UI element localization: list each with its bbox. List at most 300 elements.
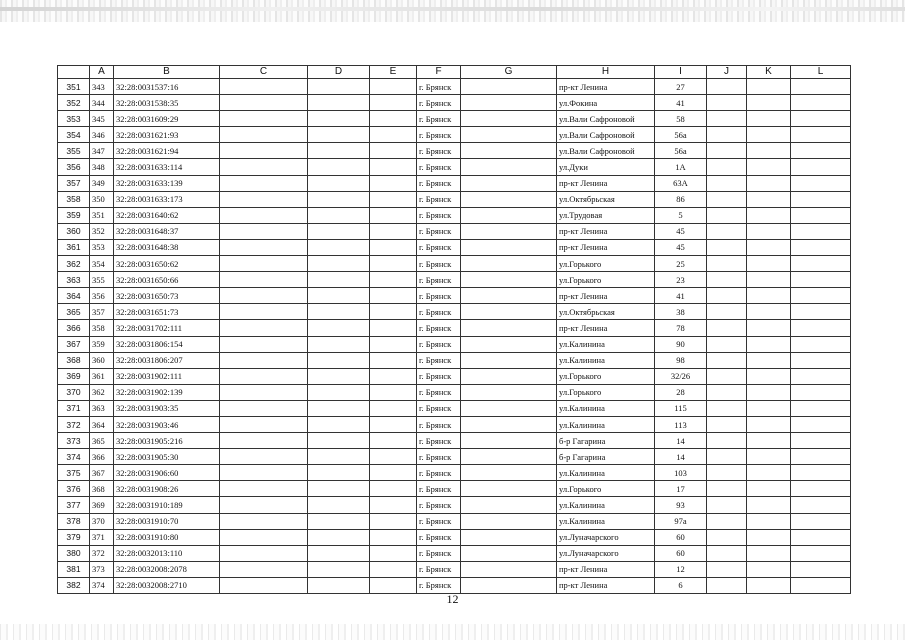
table-row xyxy=(58,256,851,272)
row-number: 375 xyxy=(58,465,90,481)
cell-empty xyxy=(747,127,791,143)
cell-empty xyxy=(791,239,851,255)
row-number: 372 xyxy=(58,416,90,432)
cell-cadastral-number: 32:28:0031902:111 xyxy=(114,368,220,384)
column-header xyxy=(58,66,90,79)
cell-street: пр-кт Ленина xyxy=(557,223,655,239)
cell-empty xyxy=(791,433,851,449)
table-row xyxy=(58,481,851,497)
cell-empty xyxy=(747,513,791,529)
cell-city: г. Брянск xyxy=(417,416,461,432)
cell-empty xyxy=(791,416,851,432)
cell-city: г. Брянск xyxy=(417,207,461,223)
cell-index: 355 xyxy=(90,272,114,288)
table-row xyxy=(58,143,851,159)
column-header: K xyxy=(747,66,791,79)
cell-empty xyxy=(707,304,747,320)
table-row xyxy=(58,400,851,416)
cell-empty xyxy=(707,416,747,432)
cell-cadastral-number: 32:28:0031910:189 xyxy=(114,497,220,513)
row-number: 370 xyxy=(58,384,90,400)
cell-empty xyxy=(220,416,308,432)
cell-street: ул.Горького xyxy=(557,481,655,497)
cell-empty xyxy=(461,336,557,352)
cell-street: ул.Калинина xyxy=(557,497,655,513)
cell-empty xyxy=(370,352,417,368)
cell-empty xyxy=(461,384,557,400)
cell-empty xyxy=(747,79,791,95)
cell-empty xyxy=(707,384,747,400)
cell-cadastral-number: 32:28:0031633:173 xyxy=(114,191,220,207)
cell-empty xyxy=(791,481,851,497)
cell-empty xyxy=(791,545,851,561)
cell-empty xyxy=(308,513,370,529)
cell-empty xyxy=(791,256,851,272)
row-number: 367 xyxy=(58,336,90,352)
cell-empty xyxy=(370,288,417,304)
cell-city: г. Брянск xyxy=(417,191,461,207)
cell-empty xyxy=(220,127,308,143)
cell-house-number: 63А xyxy=(655,175,707,191)
cell-empty xyxy=(308,175,370,191)
cell-empty xyxy=(791,304,851,320)
cell-empty xyxy=(220,352,308,368)
row-number: 368 xyxy=(58,352,90,368)
cell-house-number: 90 xyxy=(655,336,707,352)
cell-empty xyxy=(370,111,417,127)
cell-empty xyxy=(707,239,747,255)
table-row xyxy=(58,288,851,304)
cell-empty xyxy=(707,223,747,239)
cell-city: г. Брянск xyxy=(417,481,461,497)
cell-empty xyxy=(747,545,791,561)
cell-empty xyxy=(747,497,791,513)
cell-street: ул.Калинина xyxy=(557,465,655,481)
cell-empty xyxy=(707,561,747,577)
cell-empty xyxy=(707,545,747,561)
cell-empty xyxy=(461,545,557,561)
cell-empty xyxy=(747,561,791,577)
cell-street: ул.Трудовая xyxy=(557,207,655,223)
cell-empty xyxy=(370,95,417,111)
cell-house-number: 56а xyxy=(655,143,707,159)
cell-empty xyxy=(791,529,851,545)
cell-empty xyxy=(220,191,308,207)
cell-empty xyxy=(461,352,557,368)
cell-empty xyxy=(308,239,370,255)
cell-cadastral-number: 32:28:0031651:73 xyxy=(114,304,220,320)
cell-empty xyxy=(308,288,370,304)
cell-index: 371 xyxy=(90,529,114,545)
row-number: 363 xyxy=(58,272,90,288)
cell-empty xyxy=(308,256,370,272)
cell-cadastral-number: 32:28:0031910:80 xyxy=(114,529,220,545)
cell-empty xyxy=(791,384,851,400)
cell-index: 359 xyxy=(90,336,114,352)
cell-empty xyxy=(461,288,557,304)
cell-house-number: 56а xyxy=(655,127,707,143)
cell-house-number: 1А xyxy=(655,159,707,175)
cell-house-number: 103 xyxy=(655,465,707,481)
cell-empty xyxy=(747,304,791,320)
cell-cadastral-number: 32:28:0031648:37 xyxy=(114,223,220,239)
cell-empty xyxy=(747,465,791,481)
cell-empty xyxy=(747,95,791,111)
table-row xyxy=(58,127,851,143)
cell-street: ул.Калинина xyxy=(557,336,655,352)
cell-empty xyxy=(707,111,747,127)
cell-city: г. Брянск xyxy=(417,223,461,239)
column-header: H xyxy=(557,66,655,79)
cell-empty xyxy=(461,79,557,95)
row-number: 356 xyxy=(58,159,90,175)
cell-empty xyxy=(370,223,417,239)
row-number: 352 xyxy=(58,95,90,111)
cell-empty xyxy=(220,481,308,497)
cell-house-number: 14 xyxy=(655,433,707,449)
cell-empty xyxy=(308,529,370,545)
cell-city: г. Брянск xyxy=(417,465,461,481)
cell-empty xyxy=(791,207,851,223)
cell-empty xyxy=(370,336,417,352)
column-header: J xyxy=(707,66,747,79)
cell-index: 358 xyxy=(90,320,114,336)
table-body xyxy=(58,79,851,594)
row-number: 357 xyxy=(58,175,90,191)
cell-empty xyxy=(370,465,417,481)
cell-cadastral-number: 32:28:0031908:26 xyxy=(114,481,220,497)
cell-empty xyxy=(308,449,370,465)
cell-empty xyxy=(791,159,851,175)
cell-empty xyxy=(461,272,557,288)
row-number: 365 xyxy=(58,304,90,320)
cell-street: ул.Луначарского xyxy=(557,545,655,561)
row-number: 376 xyxy=(58,481,90,497)
cell-empty xyxy=(220,400,308,416)
cell-index: 346 xyxy=(90,127,114,143)
cell-house-number: 28 xyxy=(655,384,707,400)
cell-empty xyxy=(220,207,308,223)
table-row xyxy=(58,545,851,561)
cell-empty xyxy=(747,529,791,545)
cell-street: ул.Дуки xyxy=(557,159,655,175)
cell-house-number: 113 xyxy=(655,416,707,432)
cell-cadastral-number: 32:28:0031806:207 xyxy=(114,352,220,368)
cell-empty xyxy=(220,272,308,288)
cell-city: г. Брянск xyxy=(417,239,461,255)
cell-cadastral-number: 32:28:0031903:46 xyxy=(114,416,220,432)
cell-empty xyxy=(707,127,747,143)
cell-empty xyxy=(747,320,791,336)
row-number: 371 xyxy=(58,400,90,416)
cell-empty xyxy=(747,352,791,368)
cell-city: г. Брянск xyxy=(417,529,461,545)
cell-empty xyxy=(370,304,417,320)
cell-cadastral-number: 32:28:0031538:35 xyxy=(114,95,220,111)
cell-house-number: 5 xyxy=(655,207,707,223)
table-row xyxy=(58,207,851,223)
cell-empty xyxy=(220,465,308,481)
scan-edge-top xyxy=(0,0,905,22)
cell-empty xyxy=(308,95,370,111)
row-number: 366 xyxy=(58,320,90,336)
cell-empty xyxy=(707,159,747,175)
cell-cadastral-number: 32:28:0031910:70 xyxy=(114,513,220,529)
cell-empty xyxy=(791,449,851,465)
cell-empty xyxy=(370,127,417,143)
cell-empty xyxy=(747,207,791,223)
row-number: 360 xyxy=(58,223,90,239)
cell-empty xyxy=(791,143,851,159)
cell-empty xyxy=(461,433,557,449)
cell-street: пр-кт Ленина xyxy=(557,561,655,577)
cell-empty xyxy=(707,433,747,449)
cell-city: г. Брянск xyxy=(417,513,461,529)
cell-empty xyxy=(747,449,791,465)
cell-empty xyxy=(707,352,747,368)
table-row xyxy=(58,239,851,255)
table-row xyxy=(58,320,851,336)
cell-empty xyxy=(747,433,791,449)
cell-house-number: 38 xyxy=(655,304,707,320)
cell-empty xyxy=(220,384,308,400)
cell-index: 367 xyxy=(90,465,114,481)
cell-house-number: 97а xyxy=(655,513,707,529)
cell-empty xyxy=(370,400,417,416)
row-number: 381 xyxy=(58,561,90,577)
cell-empty xyxy=(747,416,791,432)
cell-empty xyxy=(370,384,417,400)
cell-street: ул.Калинина xyxy=(557,513,655,529)
cell-city: г. Брянск xyxy=(417,175,461,191)
row-number: 364 xyxy=(58,288,90,304)
row-number: 382 xyxy=(58,577,90,593)
table-row xyxy=(58,272,851,288)
cell-index: 354 xyxy=(90,256,114,272)
cell-index: 352 xyxy=(90,223,114,239)
cell-empty xyxy=(308,352,370,368)
cell-empty xyxy=(791,111,851,127)
cell-empty xyxy=(707,465,747,481)
table-row xyxy=(58,449,851,465)
table-row xyxy=(58,175,851,191)
cell-house-number: 60 xyxy=(655,545,707,561)
cell-empty xyxy=(461,481,557,497)
table-row xyxy=(58,416,851,432)
cell-city: г. Брянск xyxy=(417,143,461,159)
cell-empty xyxy=(220,529,308,545)
cell-empty xyxy=(791,79,851,95)
cell-empty xyxy=(461,207,557,223)
cell-empty xyxy=(747,223,791,239)
cell-empty xyxy=(308,223,370,239)
cell-empty xyxy=(308,79,370,95)
cell-empty xyxy=(791,561,851,577)
cell-empty xyxy=(747,288,791,304)
cell-empty xyxy=(461,127,557,143)
table-row xyxy=(58,561,851,577)
cell-empty xyxy=(220,256,308,272)
cell-empty xyxy=(707,288,747,304)
cell-street: ул.Калинина xyxy=(557,416,655,432)
cell-street: б-р Гагарина xyxy=(557,433,655,449)
cell-cadastral-number: 32:28:0031702:111 xyxy=(114,320,220,336)
cell-house-number: 12 xyxy=(655,561,707,577)
cell-empty xyxy=(747,384,791,400)
cell-empty xyxy=(707,79,747,95)
row-number: 362 xyxy=(58,256,90,272)
cell-empty xyxy=(791,336,851,352)
cell-city: г. Брянск xyxy=(417,384,461,400)
cell-empty xyxy=(308,545,370,561)
cell-city: г. Брянск xyxy=(417,433,461,449)
cell-city: г. Брянск xyxy=(417,400,461,416)
cell-street: пр-кт Ленина xyxy=(557,577,655,593)
cell-cadastral-number: 32:28:0032008:2078 xyxy=(114,561,220,577)
table-row xyxy=(58,95,851,111)
cell-empty xyxy=(707,191,747,207)
cell-index: 370 xyxy=(90,513,114,529)
cell-empty xyxy=(461,191,557,207)
cell-street: б-р Гагарина xyxy=(557,449,655,465)
cell-house-number: 45 xyxy=(655,223,707,239)
cell-empty xyxy=(308,143,370,159)
cell-empty xyxy=(461,497,557,513)
cell-empty xyxy=(791,352,851,368)
cell-house-number: 41 xyxy=(655,288,707,304)
cell-empty xyxy=(707,95,747,111)
cell-city: г. Брянск xyxy=(417,95,461,111)
cell-house-number: 98 xyxy=(655,352,707,368)
row-number: 374 xyxy=(58,449,90,465)
cell-empty xyxy=(308,400,370,416)
cell-empty xyxy=(791,368,851,384)
cell-cadastral-number: 32:28:0031633:139 xyxy=(114,175,220,191)
row-number: 351 xyxy=(58,79,90,95)
column-header: D xyxy=(308,66,370,79)
cell-house-number: 6 xyxy=(655,577,707,593)
cell-cadastral-number: 32:28:0031902:139 xyxy=(114,384,220,400)
column-header: C xyxy=(220,66,308,79)
column-header: F xyxy=(417,66,461,79)
cell-empty xyxy=(220,545,308,561)
cell-street: пр-кт Ленина xyxy=(557,175,655,191)
cell-empty xyxy=(707,175,747,191)
cell-empty xyxy=(220,95,308,111)
cell-cadastral-number: 32:28:0031621:93 xyxy=(114,127,220,143)
cell-city: г. Брянск xyxy=(417,159,461,175)
cell-empty xyxy=(461,223,557,239)
cell-empty xyxy=(791,175,851,191)
cell-house-number: 93 xyxy=(655,497,707,513)
cell-empty xyxy=(461,400,557,416)
cell-cadastral-number: 32:28:0031905:216 xyxy=(114,433,220,449)
cell-index: 369 xyxy=(90,497,114,513)
row-number: 380 xyxy=(58,545,90,561)
cell-house-number: 32/26 xyxy=(655,368,707,384)
row-number: 359 xyxy=(58,207,90,223)
cell-empty xyxy=(707,481,747,497)
cell-empty xyxy=(747,272,791,288)
cell-empty xyxy=(461,465,557,481)
cell-city: г. Брянск xyxy=(417,449,461,465)
cell-street: ул.Фокина xyxy=(557,95,655,111)
cell-index: 368 xyxy=(90,481,114,497)
cell-empty xyxy=(747,481,791,497)
cell-house-number: 17 xyxy=(655,481,707,497)
table-row xyxy=(58,159,851,175)
cell-empty xyxy=(461,416,557,432)
cell-index: 361 xyxy=(90,368,114,384)
cell-house-number: 23 xyxy=(655,272,707,288)
scan-edge-bottom xyxy=(0,624,905,640)
cell-house-number: 27 xyxy=(655,79,707,95)
cell-empty xyxy=(308,320,370,336)
cell-city: г. Брянск xyxy=(417,288,461,304)
cell-empty xyxy=(308,416,370,432)
cell-empty xyxy=(220,223,308,239)
cell-empty xyxy=(747,239,791,255)
cell-street: ул.Октябрьская xyxy=(557,191,655,207)
cell-city: г. Брянск xyxy=(417,561,461,577)
cell-empty xyxy=(220,239,308,255)
cell-empty xyxy=(707,400,747,416)
cell-index: 347 xyxy=(90,143,114,159)
cell-empty xyxy=(370,497,417,513)
cell-empty xyxy=(370,368,417,384)
cell-cadastral-number: 32:28:0031903:35 xyxy=(114,400,220,416)
cell-city: г. Брянск xyxy=(417,79,461,95)
cell-empty xyxy=(747,191,791,207)
cell-house-number: 58 xyxy=(655,111,707,127)
cell-empty xyxy=(308,481,370,497)
cell-empty xyxy=(791,272,851,288)
cell-empty xyxy=(707,449,747,465)
cell-index: 372 xyxy=(90,545,114,561)
table-row xyxy=(58,368,851,384)
cell-empty xyxy=(791,497,851,513)
cell-empty xyxy=(461,111,557,127)
row-number: 358 xyxy=(58,191,90,207)
cell-city: г. Брянск xyxy=(417,577,461,593)
table-row xyxy=(58,79,851,95)
cell-street: ул.Вали Сафроновой xyxy=(557,111,655,127)
cell-street: пр-кт Ленина xyxy=(557,320,655,336)
cell-empty xyxy=(220,336,308,352)
cell-street: пр-кт Ленина xyxy=(557,239,655,255)
cell-index: 348 xyxy=(90,159,114,175)
page-number: 12 xyxy=(446,592,459,606)
cell-empty xyxy=(461,304,557,320)
cell-empty xyxy=(461,95,557,111)
cell-empty xyxy=(461,159,557,175)
cell-empty xyxy=(791,465,851,481)
cell-cadastral-number: 32:28:0031650:62 xyxy=(114,256,220,272)
cell-empty xyxy=(370,545,417,561)
cell-empty xyxy=(791,191,851,207)
cell-empty xyxy=(370,513,417,529)
cell-house-number: 41 xyxy=(655,95,707,111)
cell-empty xyxy=(220,304,308,320)
row-number: 378 xyxy=(58,513,90,529)
cell-empty xyxy=(747,400,791,416)
cell-index: 351 xyxy=(90,207,114,223)
cell-house-number: 25 xyxy=(655,256,707,272)
cell-empty xyxy=(791,320,851,336)
cell-empty xyxy=(308,207,370,223)
cell-empty xyxy=(308,561,370,577)
cell-index: 353 xyxy=(90,239,114,255)
